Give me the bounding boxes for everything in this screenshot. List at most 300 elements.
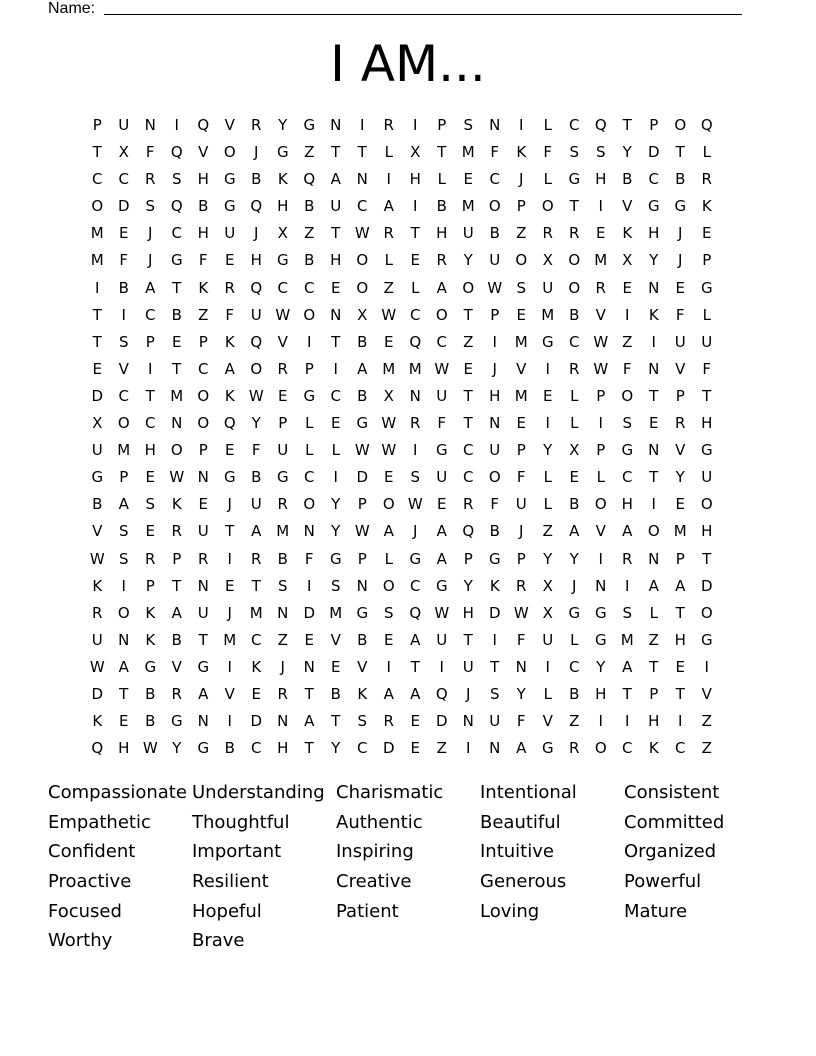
grid-letter: V <box>542 712 553 731</box>
grid-letter: E <box>410 739 420 758</box>
grid-letter: P <box>437 116 447 134</box>
grid-letter: F <box>198 251 208 270</box>
grid-letter: Y <box>331 495 341 514</box>
grid-letter: U <box>224 224 236 243</box>
grid-letter: L <box>437 170 446 189</box>
grid-letter: R <box>145 549 156 568</box>
grid-letter: P <box>596 386 606 405</box>
grid-letter: J <box>678 224 683 243</box>
grid-letter: H <box>701 414 713 433</box>
grid-letter: L <box>305 441 314 460</box>
grid-letter: V <box>198 143 209 162</box>
grid-letter: X <box>118 143 129 162</box>
grid-letter: G <box>276 468 289 487</box>
grid-letter: C <box>251 630 262 649</box>
grid-letter: O <box>515 251 528 270</box>
grid-letter: I <box>598 414 603 433</box>
grid-letter: T <box>702 386 712 405</box>
grid-letter: N <box>356 576 368 595</box>
grid-letter: N <box>197 468 209 487</box>
grid-letter: Z <box>304 143 315 162</box>
grid-letter: V <box>171 657 182 676</box>
grid-letter: X <box>542 576 553 595</box>
grid-letter: I <box>307 332 312 351</box>
grid-letter: M <box>408 359 422 378</box>
grid-letter: G <box>303 386 316 405</box>
grid-letter: D <box>647 143 660 162</box>
grid-letter: Z <box>648 630 659 649</box>
grid-letter: L <box>543 684 552 703</box>
grid-letter: I <box>227 657 232 676</box>
grid-letter: G <box>594 603 607 622</box>
grid-letter: G <box>303 116 316 134</box>
grid-letter: R <box>463 495 474 514</box>
grid-letter: T <box>145 386 155 405</box>
grid-letter: D <box>303 603 316 622</box>
grid-letter: S <box>277 576 288 595</box>
grid-letter: P <box>649 684 659 703</box>
grid-letter: H <box>674 630 686 649</box>
grid-letter: Y <box>331 739 341 758</box>
word-row <box>48 778 778 808</box>
grid-letter: U <box>436 630 448 649</box>
grid-letter: E <box>649 414 659 433</box>
grid-letter: F <box>516 468 526 487</box>
grid-letter: O <box>674 116 687 134</box>
grid-letter: I <box>227 549 232 568</box>
grid-letter: W <box>248 386 264 405</box>
grid-letter: J <box>492 359 497 378</box>
grid-letter: G <box>170 712 183 731</box>
grid-letter: V <box>675 359 686 378</box>
grid-letter: N <box>197 712 209 731</box>
grid-letter: R <box>251 549 262 568</box>
grid-letter: E <box>622 278 632 297</box>
grid-letter: H <box>621 495 633 514</box>
grid-letter: E <box>198 495 208 514</box>
grid-letter: O <box>91 197 104 216</box>
grid-letter: S <box>145 495 156 514</box>
grid-letter: C <box>304 278 315 297</box>
grid-letter: L <box>570 414 579 433</box>
grid-letter: Y <box>463 251 473 270</box>
grid-letter: E <box>384 332 394 351</box>
grid-letter: C <box>357 739 368 758</box>
grid-letter: W <box>513 603 529 622</box>
grid-letter: F <box>543 143 553 162</box>
grid-letter: H <box>648 712 660 731</box>
grid-letter: S <box>383 603 394 622</box>
grid-row <box>84 112 720 139</box>
word-item: Compassionate <box>48 782 187 803</box>
grid-letter: S <box>118 332 129 351</box>
grid-letter: A <box>410 684 421 703</box>
grid-letter: D <box>250 712 263 731</box>
grid-letter: E <box>569 468 579 487</box>
grid-letter: H <box>250 251 262 270</box>
grid-letter: O <box>197 386 210 405</box>
grid-letter: V <box>675 441 686 460</box>
word-row <box>48 867 778 897</box>
grid-letter: G <box>541 332 554 351</box>
grid-letter: K <box>516 143 527 162</box>
grid-letter: Y <box>463 576 473 595</box>
grid-letter: T <box>357 143 367 162</box>
grid-letter: H <box>277 197 289 216</box>
grid-row <box>84 546 720 573</box>
grid-letter: O <box>223 143 236 162</box>
grid-letter: L <box>649 603 658 622</box>
grid-letter: N <box>648 549 660 568</box>
grid-letter: E <box>384 630 394 649</box>
grid-letter: O <box>462 278 475 297</box>
grid-letter: O <box>541 197 554 216</box>
grid-letter: X <box>277 224 288 243</box>
grid-letter: U <box>462 224 474 243</box>
grid-letter: O <box>117 414 130 433</box>
grid-letter: Z <box>542 522 553 541</box>
grid-letter: T <box>172 278 182 297</box>
grid-letter: R <box>92 603 103 622</box>
grid-row <box>84 383 720 410</box>
grid-letter: W <box>593 359 609 378</box>
grid-letter: I <box>651 332 656 351</box>
grid-letter: H <box>595 684 607 703</box>
grid-letter: T <box>675 143 685 162</box>
grid-row <box>84 166 720 193</box>
word-item: Understanding <box>192 782 325 803</box>
grid-letter: G <box>276 251 289 270</box>
grid-letter: R <box>516 576 527 595</box>
grid-letter: E <box>596 224 606 243</box>
grid-letter: L <box>596 468 605 487</box>
page-title: I AM... <box>330 35 486 93</box>
word-row <box>48 897 778 927</box>
grid-letter: U <box>489 712 501 731</box>
grid-letter: Q <box>197 116 210 134</box>
grid-letter: R <box>569 224 580 243</box>
grid-letter: Q <box>250 332 263 351</box>
word-item: Creative <box>336 871 412 893</box>
grid-letter: O <box>303 305 316 324</box>
grid-letter: G <box>409 549 422 568</box>
grid-letter: A <box>436 522 447 541</box>
grid-letter: B <box>330 684 341 703</box>
grid-letter: I <box>386 657 391 676</box>
grid-letter: Z <box>198 305 209 324</box>
grid-letter: H <box>277 739 289 758</box>
grid-letter: G <box>568 603 581 622</box>
grid-letter: B <box>675 170 686 189</box>
word-item: Proactive <box>48 871 132 893</box>
grid-letter: Z <box>516 224 527 243</box>
grid-letter: G <box>594 630 607 649</box>
grid-letter: R <box>277 684 288 703</box>
grid-letter: U <box>489 441 501 460</box>
grid-letter: A <box>383 197 394 216</box>
grid-letter: H <box>409 170 421 189</box>
grid-letter: H <box>197 224 209 243</box>
grid-letter: F <box>702 359 712 378</box>
grid-letter: M <box>276 522 290 541</box>
grid-letter: A <box>171 603 182 622</box>
grid-letter: E <box>251 684 261 703</box>
grid-letter: L <box>702 143 711 162</box>
grid-letter: R <box>277 359 288 378</box>
grid-letter: H <box>144 441 156 460</box>
grid-letter: J <box>572 576 577 595</box>
grid-letter: U <box>701 468 713 487</box>
grid-letter: B <box>198 197 209 216</box>
grid-letter: B <box>622 170 633 189</box>
word-item: Charismatic <box>336 782 444 803</box>
grid-letter: G <box>435 576 448 595</box>
grid-letter: L <box>384 549 393 568</box>
grid-letter: J <box>254 224 259 243</box>
grid-letter: A <box>251 522 262 541</box>
grid-letter: I <box>598 549 603 568</box>
grid-letter: N <box>595 576 607 595</box>
grid-letter: I <box>545 657 550 676</box>
grid-letter: J <box>148 224 153 243</box>
grid-letter: T <box>675 684 685 703</box>
grid-letter: W <box>381 441 397 460</box>
grid-letter: K <box>701 197 712 216</box>
grid-letter: T <box>490 657 500 676</box>
grid-letter: I <box>121 576 126 595</box>
word-item: Inspiring <box>336 841 414 863</box>
word-item: Generous <box>480 871 567 893</box>
grid-letter: M <box>594 251 608 270</box>
grid-letter: B <box>171 305 182 324</box>
grid-letter: T <box>622 116 632 134</box>
name-underline <box>104 14 742 15</box>
grid-letter: R <box>622 549 633 568</box>
grid-letter: Z <box>622 332 633 351</box>
grid-letter: Q <box>462 522 475 541</box>
grid-letter: D <box>91 386 104 405</box>
grid-letter: T <box>410 657 420 676</box>
grid-letter: T <box>304 739 314 758</box>
grid-letter: X <box>357 305 368 324</box>
grid-letter: P <box>357 549 367 568</box>
grid-letter: C <box>92 170 103 189</box>
grid-letter: A <box>224 359 235 378</box>
word-item: Consistent <box>624 782 720 803</box>
word-item: Worthy <box>48 930 113 952</box>
grid-letter: S <box>357 712 368 731</box>
grid-letter: Y <box>622 143 632 162</box>
grid-letter: X <box>542 251 553 270</box>
grid-letter: W <box>434 603 450 622</box>
grid-letter: W <box>354 522 370 541</box>
grid-letter: A <box>648 576 659 595</box>
grid-letter: E <box>172 332 182 351</box>
grid-letter: C <box>118 170 129 189</box>
grid-letter: E <box>675 495 685 514</box>
word-item: Intentional <box>480 782 577 803</box>
grid-letter: R <box>436 251 447 270</box>
word-item: Focused <box>48 900 122 922</box>
grid-letter: C <box>171 224 182 243</box>
grid-letter: P <box>596 441 606 460</box>
grid-letter: E <box>331 414 341 433</box>
grid-letter: I <box>121 305 126 324</box>
grid-letter: J <box>280 657 285 676</box>
grid-letter: E <box>225 251 235 270</box>
grid-letter: J <box>254 143 259 162</box>
grid-letter: H <box>489 386 501 405</box>
grid-letter: N <box>489 116 501 134</box>
grid-letter: V <box>118 359 129 378</box>
grid-letter: M <box>170 386 184 405</box>
grid-letter: N <box>171 414 183 433</box>
grid-letter: N <box>330 305 342 324</box>
grid-letter: Q <box>409 332 422 351</box>
grid-letter: F <box>490 143 500 162</box>
grid-letter: G <box>223 468 236 487</box>
grid-letter: C <box>675 739 686 758</box>
grid-letter: S <box>569 143 580 162</box>
grid-letter: I <box>333 468 338 487</box>
grid-letter: O <box>700 603 713 622</box>
grid-letter: G <box>647 197 660 216</box>
word-item: Mature <box>624 900 688 922</box>
word-item: Intuitive <box>480 841 554 863</box>
grid-letter: E <box>675 657 685 676</box>
grid-letter: I <box>625 305 630 324</box>
grid-letter: U <box>250 495 262 514</box>
word-item: Beautiful <box>480 811 561 833</box>
grid-letter: P <box>198 332 208 351</box>
grid-letter: K <box>145 603 156 622</box>
grid-letter: W <box>381 305 397 324</box>
grid-letter: D <box>91 684 104 703</box>
grid-letter: Q <box>594 116 607 134</box>
grid-letter: B <box>224 739 235 758</box>
grid-letter: I <box>519 116 524 134</box>
grid-letter: J <box>519 522 524 541</box>
grid-letter: J <box>227 495 232 514</box>
grid-letter: V <box>357 657 368 676</box>
grid-letter: Y <box>675 468 685 487</box>
grid-letter: C <box>304 468 315 487</box>
grid-letter: P <box>145 576 155 595</box>
grid-letter: I <box>227 712 232 731</box>
grid-letter: C <box>330 386 341 405</box>
grid-letter: N <box>144 116 156 134</box>
grid-letter: X <box>569 441 580 460</box>
grid-letter: H <box>648 224 660 243</box>
grid-row <box>84 708 720 735</box>
grid-letter: O <box>568 278 581 297</box>
grid-letter: V <box>92 522 103 541</box>
grid-letter: A <box>569 522 580 541</box>
grid-letter: E <box>410 712 420 731</box>
grid-letter: A <box>383 684 394 703</box>
grid-letter: R <box>383 712 394 731</box>
grid-letter: N <box>489 739 501 758</box>
grid-letter: R <box>145 170 156 189</box>
grid-letter: O <box>303 495 316 514</box>
grid-letter: C <box>622 468 633 487</box>
grid-letter: J <box>466 684 471 703</box>
grid-letter: H <box>118 739 130 758</box>
grid-letter: W <box>354 224 370 243</box>
grid-letter: E <box>119 224 129 243</box>
grid-letter: P <box>304 359 314 378</box>
grid-letter: C <box>463 468 474 487</box>
grid-letter: U <box>542 630 554 649</box>
grid-letter: I <box>678 712 683 731</box>
grid-letter: R <box>675 414 686 433</box>
word-item: Thoughtful <box>192 811 290 833</box>
grid-letter: Y <box>596 657 606 676</box>
grid-letter: H <box>595 170 607 189</box>
grid-letter: I <box>492 630 497 649</box>
grid-letter: I <box>651 495 656 514</box>
grid-letter: U <box>197 522 209 541</box>
grid-letter: Q <box>91 739 104 758</box>
grid-letter: U <box>436 468 448 487</box>
grid-letter: R <box>542 224 553 243</box>
grid-letter: B <box>436 197 447 216</box>
name-field[interactable] <box>48 0 742 18</box>
grid-letter: N <box>330 116 342 134</box>
grid-letter: W <box>89 549 105 568</box>
grid-letter: N <box>648 441 660 460</box>
grid-letter: M <box>223 630 237 649</box>
grid-letter: E <box>410 251 420 270</box>
grid-letter: B <box>357 630 368 649</box>
grid-letter: O <box>488 468 501 487</box>
grid-letter: J <box>148 251 153 270</box>
grid-letter: M <box>90 251 104 270</box>
grid-letter: D <box>700 576 713 595</box>
grid-letter: F <box>304 549 314 568</box>
grid-letter: L <box>384 251 393 270</box>
grid-letter: C <box>357 197 368 216</box>
word-item: Committed <box>624 811 725 833</box>
grid-letter: E <box>225 441 235 460</box>
grid-letter: M <box>117 441 131 460</box>
grid-letter: O <box>647 522 660 541</box>
grid-letter: F <box>437 414 447 433</box>
grid-letter: N <box>303 657 315 676</box>
grid-letter: A <box>198 684 209 703</box>
grid-letter: T <box>92 305 102 324</box>
grid-letter: C <box>118 386 129 405</box>
grid-letter: N <box>118 630 130 649</box>
grid-letter: Z <box>701 712 712 731</box>
grid-letter: F <box>119 251 129 270</box>
grid-letter: E <box>225 576 235 595</box>
grid-letter: H <box>436 224 448 243</box>
grid-letter: W <box>354 441 370 460</box>
grid-letter: A <box>436 549 447 568</box>
grid-letter: I <box>413 197 418 216</box>
grid-letter: T <box>331 712 341 731</box>
grid-letter: A <box>516 739 527 758</box>
grid-letter: R <box>569 359 580 378</box>
grid-letter: H <box>197 170 209 189</box>
grid-letter: W <box>381 414 397 433</box>
grid-letter: S <box>622 603 633 622</box>
grid-letter: T <box>569 197 579 216</box>
grid-letter: Q <box>303 170 316 189</box>
grid-letter: O <box>170 441 183 460</box>
grid-letter: X <box>410 143 421 162</box>
